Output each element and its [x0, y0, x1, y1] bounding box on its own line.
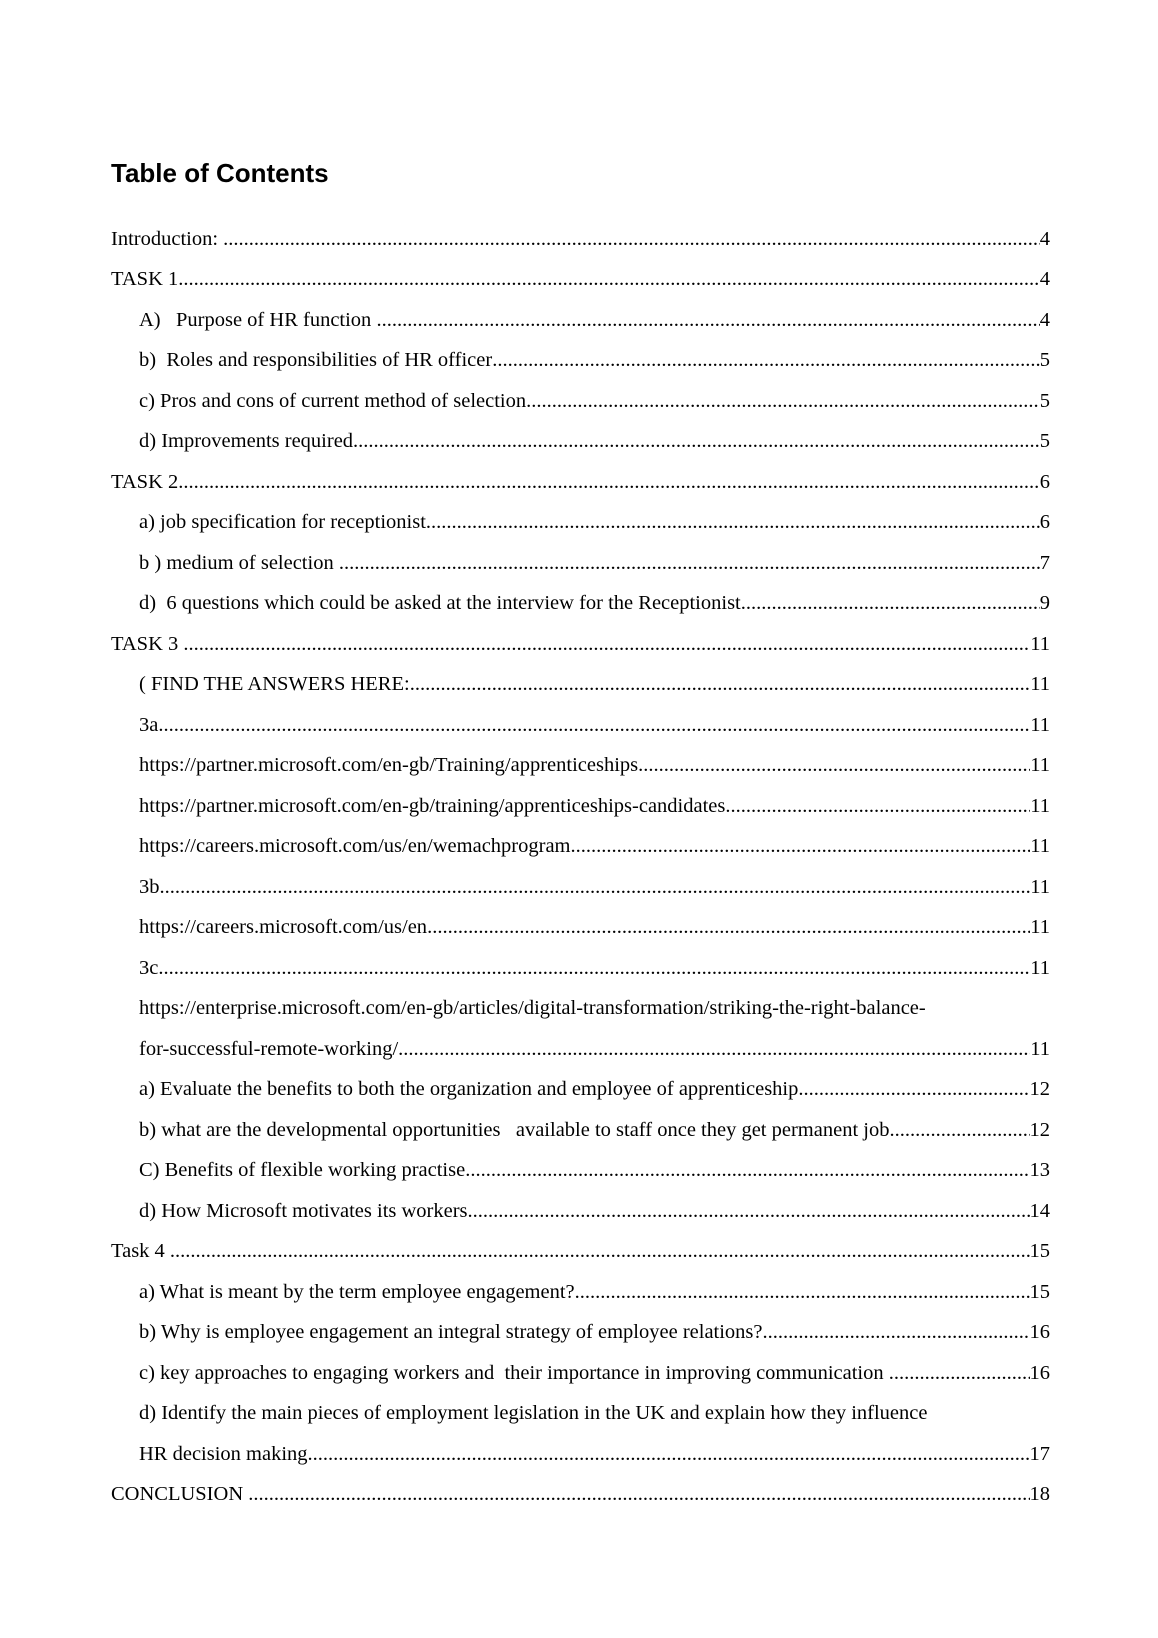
- toc-page-number: 11: [1030, 956, 1050, 979]
- toc-entry-text: b) Why is employee engagement an integral strategy of employee relations?: [139, 1321, 763, 1343]
- toc-list: [111, 216, 1050, 1512]
- toc-leader-dots: [248, 1483, 1029, 1506]
- toc-page-number: 4: [1039, 268, 1050, 290]
- toc-entry-text: C) Benefits of flexible working practise: [139, 1159, 466, 1181]
- toc-leader-dots: [308, 1443, 1030, 1466]
- toc-entry-text: https://partner.microsoft.com/en-gb/training/apprenticeships-candidates: [139, 794, 726, 817]
- toc-page-number: 15: [1029, 1240, 1050, 1262]
- toc-leader-dots: [575, 1281, 1030, 1304]
- toc-entry-text: CONCLUSION: [111, 1483, 249, 1505]
- toc-entry-text: c) key approaches to engaging workers and their importance in improving communication: [139, 1361, 889, 1384]
- toc-entry-text: a) What is meant by the term employee engagement?: [139, 1280, 575, 1303]
- toc-page-number: 11: [1030, 916, 1050, 938]
- toc-entry-text: Introduction:: [111, 227, 224, 250]
- toc-page-number: 13: [1029, 1159, 1050, 1181]
- toc-entry-text: Task 4: [111, 1240, 170, 1262]
- toc-page-number: 14: [1029, 1199, 1050, 1222]
- toc-entry-text: a) job specification for receptionist: [139, 511, 426, 533]
- toc-leader-dots: [889, 1119, 1029, 1142]
- toc-entry-link-remote-working-line1[interactable]: [111, 986, 1050, 1027]
- toc-leader-dots: [223, 228, 1040, 251]
- toc-entry-3c[interactable]: [111, 945, 1050, 986]
- toc-leader-dots: [160, 876, 1031, 899]
- toc-entry-benefits-apprenticeship[interactable]: [111, 1067, 1050, 1108]
- toc-entry-text: TASK 1: [111, 268, 179, 290]
- toc-page-number: 7: [1039, 551, 1050, 574]
- toc-entry-link-remote-working[interactable]: [111, 1026, 1050, 1067]
- toc-leader-dots: [353, 430, 1040, 453]
- toc-entry-developmental-opportunities[interactable]: [111, 1107, 1050, 1148]
- toc-page-number: 11: [1030, 794, 1050, 817]
- toc-page-number: 11: [1030, 875, 1050, 898]
- toc-entry-medium-selection[interactable]: [111, 540, 1050, 581]
- toc-entry-text: d) 6 questions which could be asked at the interview for the Receptionist: [139, 592, 741, 614]
- toc-entry-text: https://careers.microsoft.com/us/en/wemachprogram: [139, 835, 571, 857]
- toc-entry-employee-engagement[interactable]: [111, 1269, 1050, 1310]
- toc-leader-dots: [178, 268, 1039, 291]
- toc-page-number: 16: [1029, 1361, 1050, 1384]
- toc-leader-dots: [725, 795, 1030, 818]
- toc-leader-dots: [492, 349, 1040, 372]
- toc-entry-task-4[interactable]: [111, 1229, 1050, 1270]
- toc-leader-dots: [398, 1038, 1030, 1061]
- toc-leader-dots: [763, 1321, 1030, 1344]
- toc-entry-purpose-hr[interactable]: [111, 297, 1050, 338]
- toc-entry-legislation[interactable]: [111, 1431, 1050, 1472]
- toc-entry-text: b ) medium of selection: [139, 551, 339, 574]
- toc-entry-link-wemachprogram[interactable]: [111, 824, 1050, 865]
- toc-page-number: 11: [1030, 754, 1050, 776]
- toc-entry-3a[interactable]: [111, 702, 1050, 743]
- toc-page-number: 18: [1029, 1483, 1050, 1505]
- toc-leader-dots: [376, 309, 1039, 332]
- toc-entry-link-apprenticeships[interactable]: [111, 743, 1050, 784]
- toc-page-number: 9: [1039, 592, 1050, 614]
- toc-page-number: 4: [1039, 308, 1050, 331]
- toc-leader-dots: [183, 633, 1030, 656]
- toc-page-number: 12: [1029, 1118, 1050, 1141]
- toc-page-number: 5: [1039, 389, 1050, 412]
- toc-entry-key-approaches[interactable]: [111, 1350, 1050, 1391]
- toc-entry-text: https://careers.microsoft.com/us/en: [139, 916, 428, 938]
- toc-entry-text: 3a: [139, 713, 159, 736]
- toc-leader-dots: [426, 511, 1040, 534]
- toc-entry-text: 3c: [139, 956, 159, 979]
- toc-entry-improvements[interactable]: [111, 419, 1050, 460]
- toc-leader-dots: [170, 1240, 1030, 1263]
- toc-page-number: 5: [1039, 430, 1050, 452]
- toc-page-number: 12: [1029, 1078, 1050, 1100]
- toc-entry-text: A) Purpose of HR function: [139, 308, 377, 331]
- toc-entry-text: d) Improvements required: [139, 430, 354, 452]
- toc-page-number: 4: [1039, 227, 1050, 250]
- toc-entry-text: for-successful-remote-working/: [139, 1037, 399, 1060]
- toc-entry-find-answers[interactable]: [111, 662, 1050, 703]
- toc-entry-text: d) Identify the main pieces of employment legislation in the UK and explain how they influence: [139, 1402, 928, 1424]
- toc-leader-dots: [158, 714, 1030, 737]
- toc-entry-task-3[interactable]: [111, 621, 1050, 662]
- toc-entry-job-specification[interactable]: [111, 500, 1050, 541]
- toc-page-number: 16: [1029, 1321, 1050, 1343]
- toc-page-number: 11: [1030, 713, 1050, 736]
- toc-entry-conclusion[interactable]: [111, 1472, 1050, 1513]
- toc-entry-text: b) Roles and responsibilities of HR officer: [139, 349, 493, 371]
- toc-page-number: 6: [1039, 470, 1050, 493]
- toc-entry-text: d) How Microsoft motivates its workers: [139, 1199, 468, 1222]
- toc-leader-dots: [741, 592, 1040, 615]
- toc-entry-text: HR decision making: [139, 1442, 308, 1465]
- toc-leader-dots: [889, 1362, 1030, 1385]
- toc-leader-dots: [410, 673, 1031, 696]
- toc-entry-task-1[interactable]: [111, 257, 1050, 298]
- toc-entry-text: TASK 3: [111, 632, 184, 655]
- toc-leader-dots: [465, 1159, 1029, 1182]
- toc-entry-pros-cons[interactable]: [111, 378, 1050, 419]
- toc-page-number: 11: [1030, 632, 1050, 655]
- toc-entry-microsoft-motivates[interactable]: [111, 1188, 1050, 1229]
- toc-leader-dots: [427, 916, 1030, 939]
- toc-leader-dots: [468, 1200, 1030, 1223]
- toc-leader-dots: [339, 552, 1040, 575]
- toc-entry-roles-hr-officer[interactable]: [111, 338, 1050, 379]
- toc-entry-text: 3b: [139, 875, 160, 898]
- toc-leader-dots: [158, 957, 1030, 980]
- toc-entry-text: c) Pros and cons of current method of selection: [139, 389, 527, 412]
- toc-page-number: 11: [1030, 1037, 1050, 1060]
- toc-entry-link-careers[interactable]: [111, 905, 1050, 946]
- toc-page-number: 6: [1039, 511, 1050, 533]
- toc-leader-dots: [798, 1078, 1029, 1101]
- toc-page-number: 15: [1029, 1280, 1050, 1303]
- toc-leader-dots: [526, 390, 1040, 413]
- toc-entry-link-apprenticeships-candidates[interactable]: [111, 783, 1050, 824]
- toc-entry-3b[interactable]: [111, 864, 1050, 905]
- toc-heading: Table of Contents: [111, 158, 329, 188]
- toc-page-number: 5: [1039, 349, 1050, 371]
- toc-entry-text: https://enterprise.microsoft.com/en-gb/articles/digital-transformation/striking-the-right-balance-: [139, 997, 926, 1019]
- toc-entry-text: b) what are the developmental opportunities available to staff once they get permanent job: [139, 1118, 890, 1141]
- toc-page-number: 11: [1030, 835, 1050, 857]
- toc-entry-text: ( FIND THE ANSWERS HERE:: [139, 673, 410, 695]
- toc-entry-integral-strategy[interactable]: [111, 1310, 1050, 1351]
- toc-leader-dots: [638, 754, 1030, 777]
- toc-entry-legislation-line1[interactable]: [111, 1391, 1050, 1432]
- toc-entry-introduction[interactable]: [111, 216, 1050, 257]
- toc-entry-flexible-working[interactable]: [111, 1148, 1050, 1189]
- toc-entry-text: a) Evaluate the benefits to both the organization and employee of apprenticeship: [139, 1078, 799, 1100]
- toc-page-number: 11: [1030, 673, 1050, 695]
- toc-entry-text: https://partner.microsoft.com/en-gb/Training/apprenticeships: [139, 754, 639, 776]
- toc-leader-dots: [571, 835, 1031, 858]
- toc-leader-dots: [178, 471, 1039, 494]
- toc-entry-text: TASK 2: [111, 470, 179, 493]
- toc-entry-interview-questions[interactable]: [111, 581, 1050, 622]
- toc-entry-task-2[interactable]: [111, 459, 1050, 500]
- toc-page-number: 17: [1029, 1442, 1050, 1465]
